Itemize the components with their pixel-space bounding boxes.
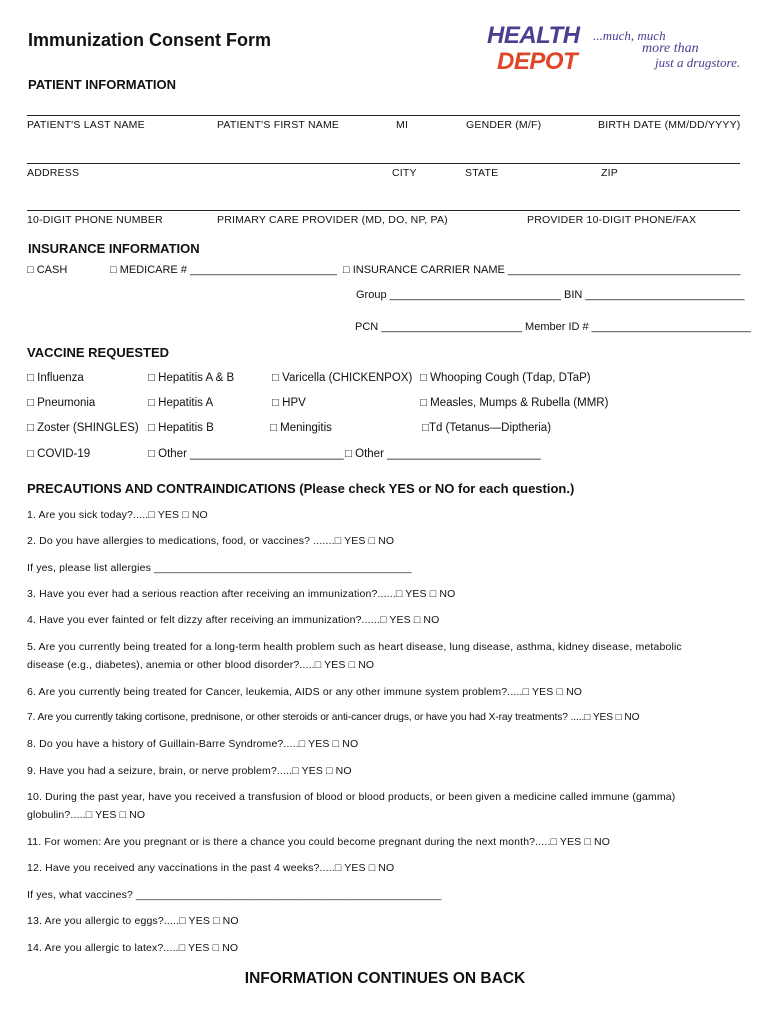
cash-checkbox[interactable]: □ CASH	[27, 264, 68, 276]
logo-health: HEALTH	[487, 22, 580, 49]
pcn-member-field[interactable]: PCN _______________________ Member ID # __________________________	[355, 321, 751, 333]
city-label: CITY	[392, 167, 417, 179]
vaccine-other-1[interactable]: □ Other ________________________	[148, 448, 344, 460]
patient-row2-line[interactable]	[27, 163, 740, 164]
state-label: STATE	[465, 167, 499, 179]
vaccine-whooping-cough[interactable]: □ Whooping Cough (Tdap, DTaP)	[420, 372, 591, 384]
vaccine-heading: VACCINE REQUESTED	[27, 345, 170, 360]
vaccine-covid-19[interactable]: □ COVID-19	[27, 448, 91, 460]
question-7[interactable]: 7. Are you currently taking cortisone, prednisone, or other steroids or anti-cancer drugs, or have you had X-ray treatments? .....□ YES □ NO	[27, 712, 640, 723]
mi-label: MI	[396, 119, 409, 131]
continues-on-back-notice: INFORMATION CONTINUES ON BACK	[244, 970, 526, 987]
question-5-continued[interactable]: disease (e.g., diabetes), anemia or other blood disorder?.....□ YES □ NO	[27, 659, 375, 671]
question-4[interactable]: 4. Have you ever fainted or felt dizzy after receiving an immunization?......□ YES □ NO	[27, 614, 440, 626]
question-11[interactable]: 11. For women: Are you pregnant or is there a chance you could become pregnant during the next month?.....□ YES □ NO	[27, 836, 611, 848]
medicare-field[interactable]: □ MEDICARE # ________________________	[110, 264, 337, 276]
provider-phone-label: PROVIDER 10-DIGIT PHONE/FAX	[527, 214, 697, 226]
question-12[interactable]: 12. Have you received any vaccinations in the past 4 weeks?.....□ YES □ NO	[27, 862, 395, 874]
vaccine-pneumonia[interactable]: □ Pneumonia	[27, 397, 96, 409]
question-8[interactable]: 8. Do you have a history of Guillain-Barre Syndrome?.....□ YES □ NO	[27, 738, 359, 750]
logo-tagline-2: more than	[642, 41, 699, 56]
vaccine-hepatitis-a-b[interactable]: □ Hepatitis A & B	[148, 372, 235, 384]
group-bin-field[interactable]: Group ____________________________ BIN __________________________	[356, 289, 745, 301]
last-name-label: PATIENT'S LAST NAME	[27, 119, 145, 131]
vaccine-td[interactable]: □Td (Tetanus—Diptheria)	[422, 422, 552, 434]
vaccine-mmr[interactable]: □ Measles, Mumps & Rubella (MMR)	[420, 397, 609, 409]
patient-row3-line[interactable]	[27, 210, 740, 211]
vaccine-influenza[interactable]: □ Influenza	[27, 372, 84, 384]
question-13[interactable]: 13. Are you allergic to eggs?.....□ YES □ NO	[27, 915, 239, 927]
insurance-carrier-field[interactable]: □ INSURANCE CARRIER NAME ______________________________________	[343, 264, 741, 276]
vaccine-hepatitis-b[interactable]: □ Hepatitis B	[148, 422, 214, 434]
vaccine-other-2[interactable]: □ Other ________________________	[345, 448, 541, 460]
logo-depot: DEPOT	[497, 48, 578, 75]
phone-label: 10-DIGIT PHONE NUMBER	[27, 214, 163, 226]
logo-tagline-3: just a drugstore.	[655, 55, 741, 70]
question-2[interactable]: 2. Do you have allergies to medications, food, or vaccines? .......□ YES □ NO	[27, 535, 395, 547]
first-name-label: PATIENT'S FIRST NAME	[217, 119, 340, 131]
precautions-heading: PRECAUTIONS AND CONTRAINDICATIONS (Please check YES or NO for each question.)	[27, 481, 575, 496]
vaccines-list-field[interactable]: If yes, what vaccines? ___________________________________________________	[27, 889, 442, 901]
question-3[interactable]: 3. Have you ever had a serious reaction after receiving an immunization?......□ YES □ NO	[27, 588, 456, 600]
vaccine-zoster[interactable]: □ Zoster (SHINGLES)	[27, 422, 139, 434]
question-1[interactable]: 1. Are you sick today?.....□ YES □ NO	[27, 509, 208, 521]
vaccine-hpv[interactable]: □ HPV	[272, 397, 306, 409]
gender-label: GENDER (M/F)	[466, 119, 542, 131]
logo-tagline-1: ...much, much	[593, 28, 666, 43]
health-depot-logo	[487, 22, 755, 80]
question-6[interactable]: 6. Are you currently being treated for Cancer, leukemia, AIDS or any other immune system problem?.....□ YES □ NO	[27, 686, 583, 698]
allergies-list-field[interactable]: If yes, please list allergies ___________________________________________	[27, 562, 412, 574]
vaccine-hepatitis-a[interactable]: □ Hepatitis A	[148, 397, 214, 409]
page-title: Immunization Consent Form	[28, 30, 271, 50]
birth-date-label: BIRTH DATE (MM/DD/YYYY)	[598, 119, 741, 131]
question-10-continued[interactable]: globulin?.....□ YES □ NO	[27, 809, 146, 821]
patient-info-heading: PATIENT INFORMATION	[28, 77, 177, 92]
vaccine-meningitis[interactable]: □ Meningitis	[270, 422, 332, 434]
address-label: ADDRESS	[27, 167, 80, 179]
zip-label: ZIP	[601, 167, 618, 179]
question-5[interactable]: 5. Are you currently being treated for a long-term health problem such as heart disease, lung disease, asthma, kidney disease, metabolic	[27, 641, 682, 653]
question-10[interactable]: 10. During the past year, have you received a transfusion of blood or blood products, or been given a medicine called immune (gamma)	[27, 791, 676, 803]
vaccine-varicella[interactable]: □ Varicella (CHICKENPOX)	[272, 372, 413, 384]
insurance-heading: INSURANCE INFORMATION	[28, 241, 200, 256]
question-14[interactable]: 14. Are you allergic to latex?.....□ YES □ NO	[27, 942, 239, 954]
question-9[interactable]: 9. Have you had a seizure, brain, or nerve problem?.....□ YES □ NO	[27, 765, 352, 777]
pcp-label: PRIMARY CARE PROVIDER (MD, DO, NP, PA)	[217, 214, 448, 226]
patient-row1-line[interactable]	[27, 115, 740, 116]
